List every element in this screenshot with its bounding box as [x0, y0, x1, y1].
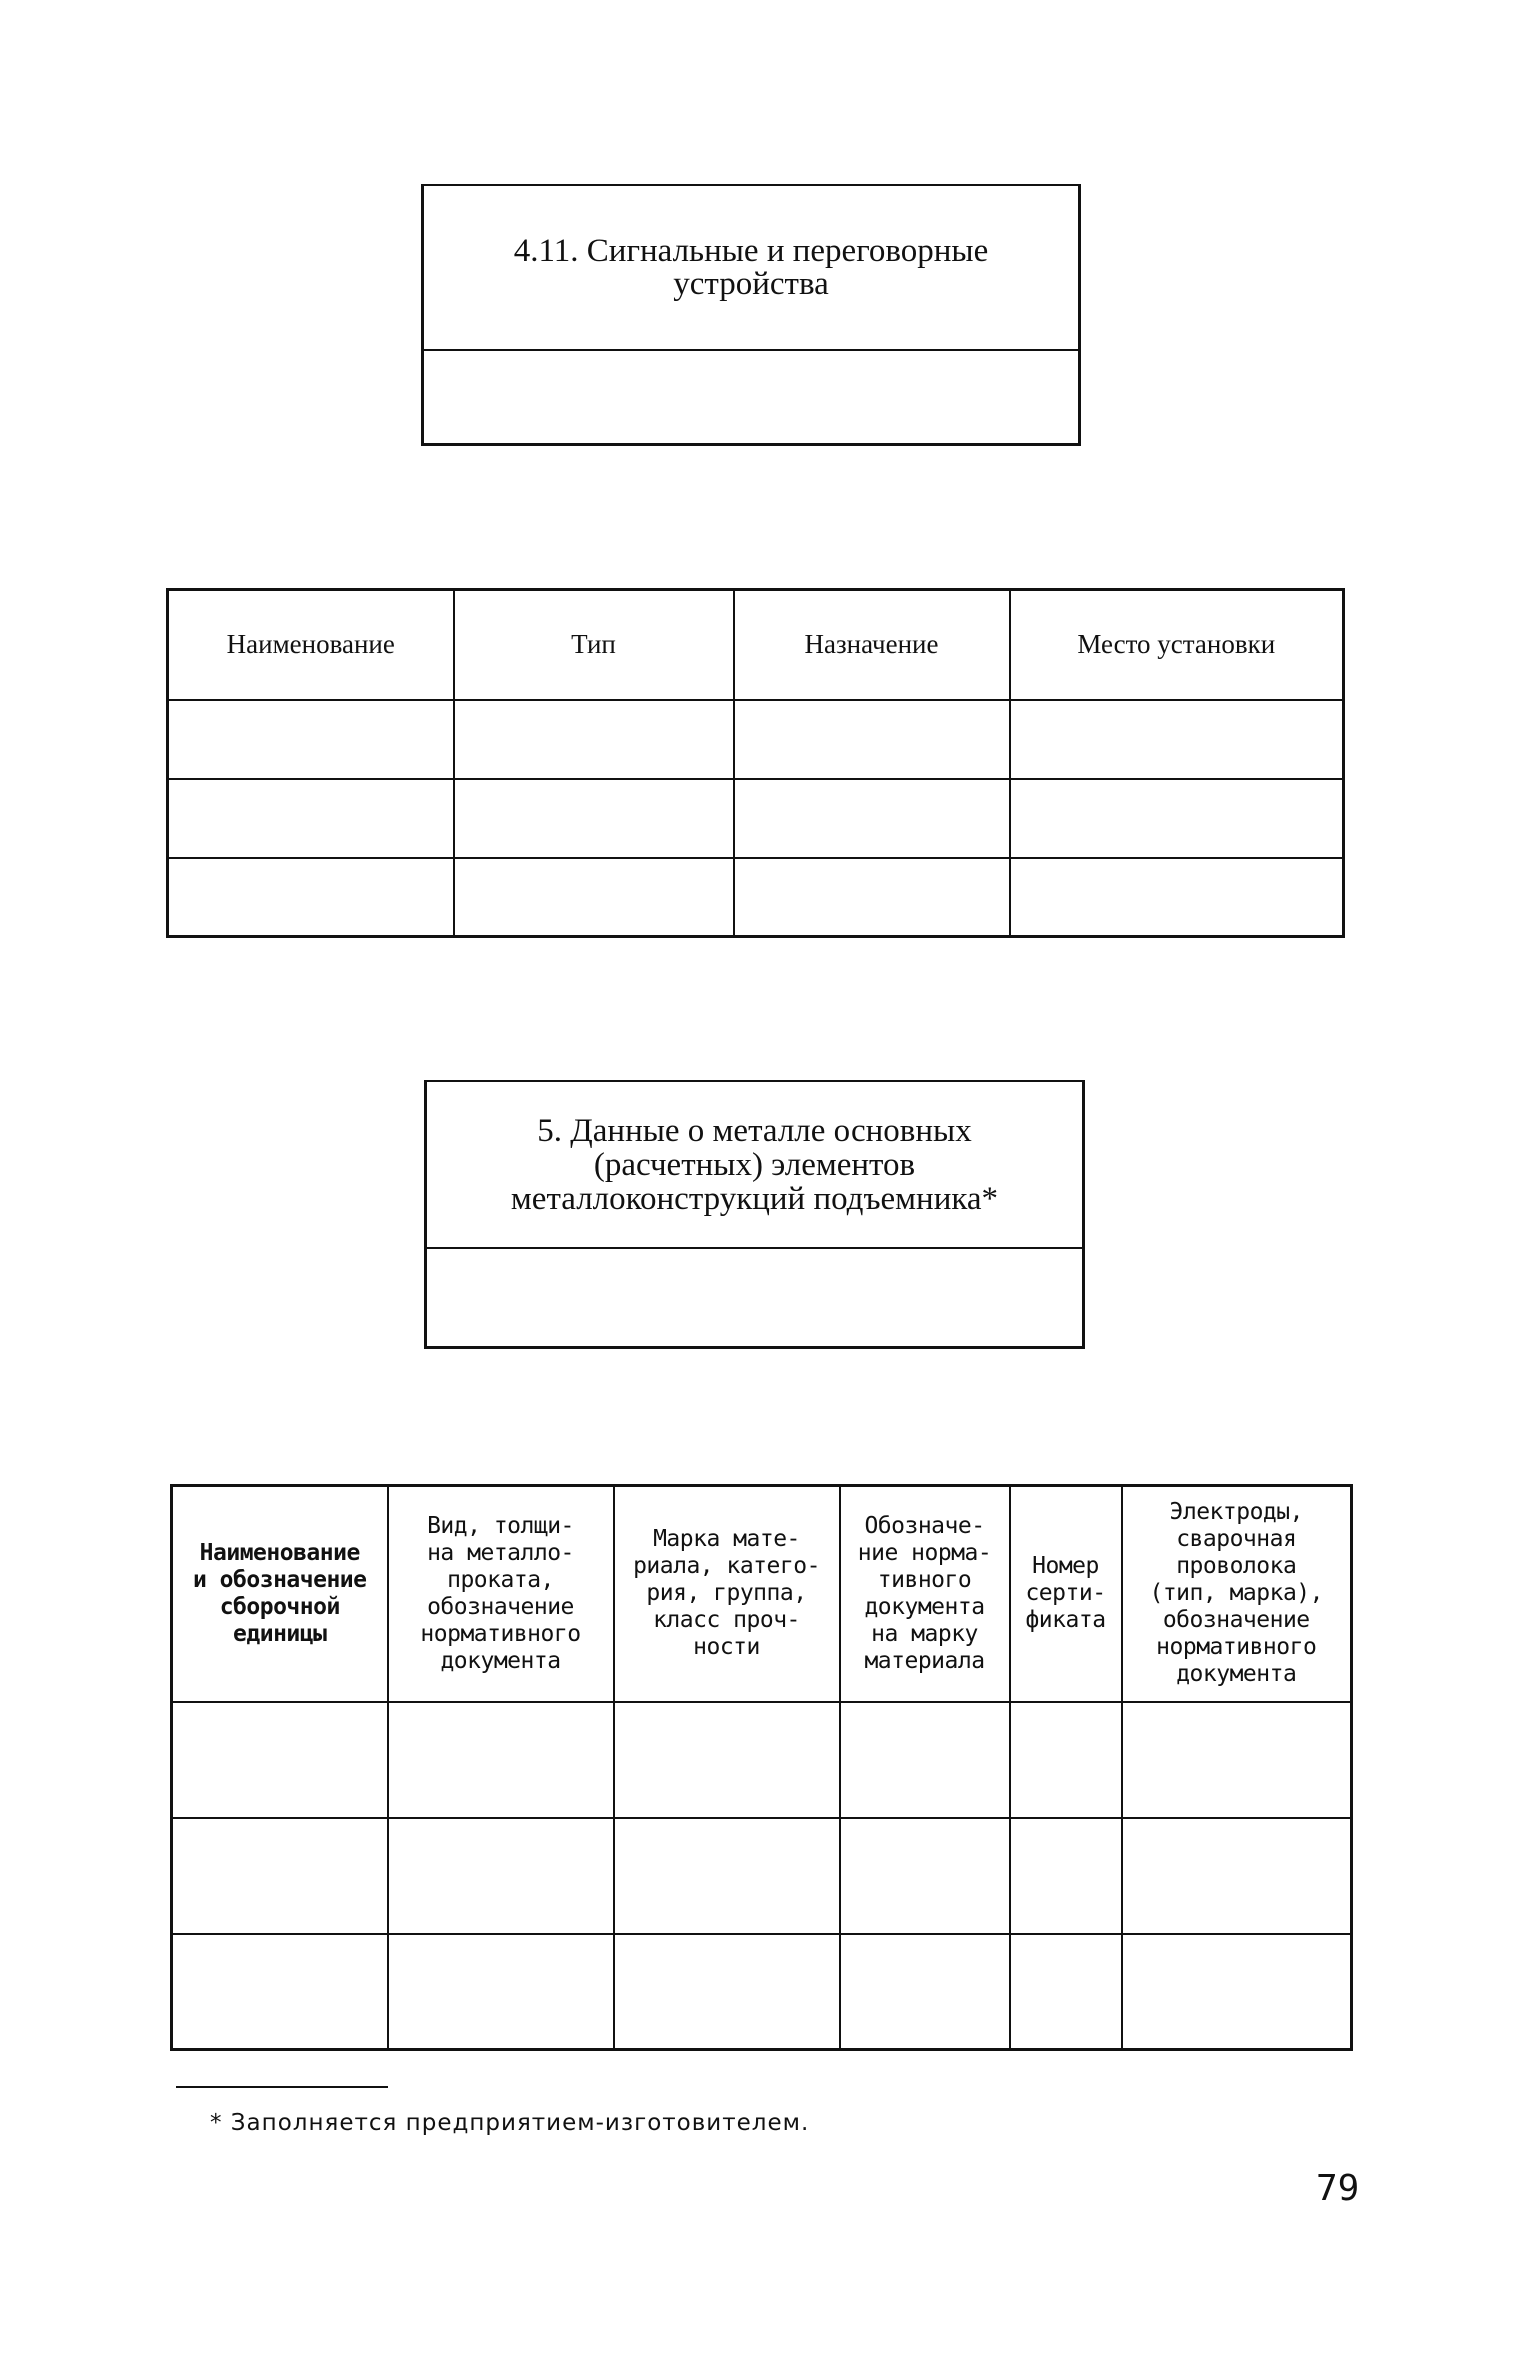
col-header-certificate-number: Номер серти- фиката	[1010, 1486, 1122, 1702]
signal-devices-table	[166, 588, 1345, 938]
table-cell	[840, 1934, 1010, 2050]
col-header-name: Наименование	[168, 590, 454, 700]
table-cell	[172, 1818, 388, 1934]
col-header-purpose: Назначение	[734, 590, 1010, 700]
footnote: * Заполняется предприятием-изготовителем.	[210, 2110, 810, 2136]
table-cell	[734, 779, 1010, 858]
table-cell	[172, 1934, 388, 2050]
col-header-material-grade: Марка мате- риала, катего- рия, группа, класс проч- ности	[614, 1486, 840, 1702]
col-header-location: Место установки	[1010, 590, 1344, 700]
table-header-row	[168, 590, 1344, 700]
table-cell	[454, 779, 734, 858]
table-cell	[1010, 700, 1344, 779]
table-cell	[172, 1702, 388, 1818]
table-cell	[388, 1702, 614, 1818]
footnote-divider	[176, 2086, 388, 2088]
table-row	[168, 779, 1344, 858]
table-cell	[454, 858, 734, 937]
table-cell	[614, 1934, 840, 2050]
section-5-box	[424, 1080, 1085, 1349]
table-cell	[168, 700, 454, 779]
table-cell	[1010, 779, 1344, 858]
table-cell	[840, 1818, 1010, 1934]
page-number: 79	[1316, 2168, 1360, 2209]
table-cell	[168, 779, 454, 858]
table-cell	[614, 1818, 840, 1934]
table-cell	[1122, 1702, 1352, 1818]
table-row	[168, 700, 1344, 779]
table-cell	[1122, 1934, 1352, 2050]
table-cell	[1122, 1818, 1352, 1934]
table-cell	[168, 858, 454, 937]
table-cell	[614, 1702, 840, 1818]
col-header-electrodes: Электроды, сварочная проволока (тип, марка), обозначение нормативного документа	[1122, 1486, 1352, 1702]
col-header-standard-document: Обозначе- ние норма- тивного документа на марку материала	[840, 1486, 1010, 1702]
table-cell	[734, 700, 1010, 779]
table-cell	[1010, 858, 1344, 937]
table-row	[172, 1934, 1352, 2050]
col-header-assembly-unit: Наименование и обозначение сборочной единицы	[172, 1486, 388, 1702]
col-header-type: Тип	[454, 590, 734, 700]
table-cell	[1010, 1818, 1122, 1934]
table-cell	[1010, 1702, 1122, 1818]
section-5-title: 5. Данные о металле основных (расчетных) элементов металлоконструкций подъемника*	[427, 1082, 1082, 1249]
table-row	[172, 1702, 1352, 1818]
section-4-11-box	[421, 184, 1081, 446]
table-row	[168, 858, 1344, 937]
metal-data-table	[170, 1484, 1353, 2051]
table-cell	[454, 700, 734, 779]
table-cell	[388, 1818, 614, 1934]
table-cell	[388, 1934, 614, 2050]
table-cell	[734, 858, 1010, 937]
table-cell	[840, 1702, 1010, 1818]
table-row	[172, 1818, 1352, 1934]
col-header-rolled-metal: Вид, толщи- на металло- проката, обозначение нормативного документа	[388, 1486, 614, 1702]
table-cell	[1010, 1934, 1122, 2050]
section-4-11-title: 4.11. Сигнальные и переговорные устройства	[424, 186, 1078, 351]
table-header-row	[172, 1486, 1352, 1702]
